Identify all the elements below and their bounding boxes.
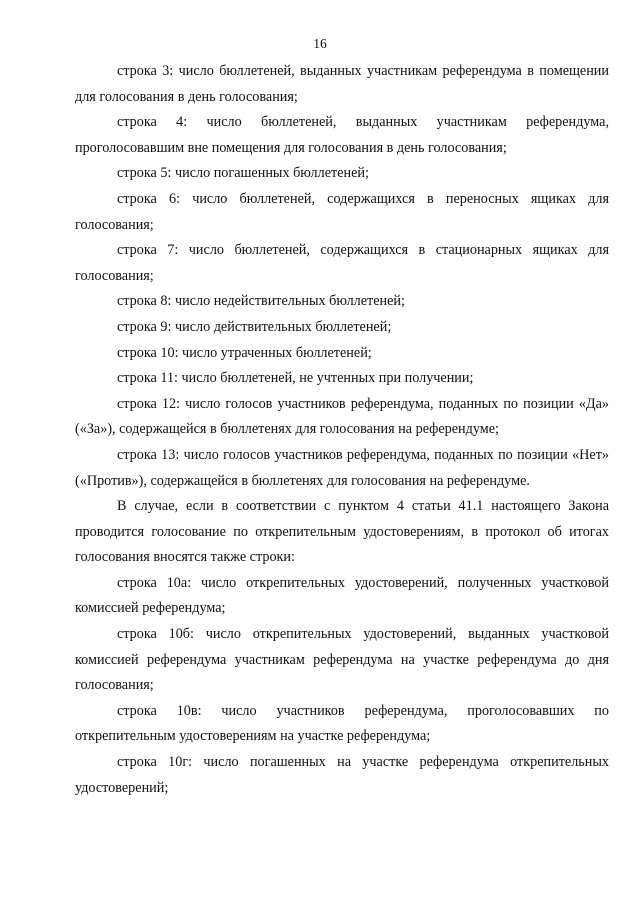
paragraph-absentee-intro: В случае, если в соответствии с пунктом 4 статьи 41.1 настоящего Закона проводится голосование по открепительным удостоверениям, в протокол об итогах голосования вносятся также строки:	[75, 498, 609, 566]
paragraph-line-10v: строка 10в: число участников референдума, проголосовавших по открепительным удостоверениям на участке референдума;	[75, 702, 609, 745]
paragraph-line-12: строка 12: число голосов участников референдума, поданных по позиции «Да» («За»), содержащейся в бюллетенях для голосования на референдуме;	[75, 395, 609, 438]
paragraph-line-9: строка 9: число действительных бюллетеней;	[117, 318, 392, 335]
document-body	[75, 59, 609, 801]
paragraph-line-10a: строка 10а: число открепительных удостоверений, полученных участковой комиссией референдума;	[75, 574, 609, 617]
paragraph-line-3: строка 3: число бюллетеней, выданных участникам референдума в помещении для голосования в день голосования;	[75, 63, 609, 105]
paragraph-line-5: строка 5: число погашенных бюллетеней;	[117, 165, 369, 182]
paragraph-line-10b: строка 10б: число открепительных удостоверений, выданных участковой комиссией референдума участникам референдума на участке референдума до дня голосования;	[75, 626, 609, 694]
paragraph-line-7: строка 7: число бюллетеней, содержащихся в стационарных ящиках для голосования;	[75, 242, 609, 284]
paragraph-line-4: строка 4: число бюллетеней, выданных участникам референдума, проголосовавшим вне помещения для голосования в день голосования;	[75, 114, 609, 156]
paragraph-line-8: строка 8: число недействительных бюллетеней;	[117, 293, 405, 310]
paragraph-line-11: строка 11: число бюллетеней, не учтенных при получении;	[117, 370, 474, 387]
page-number: 16	[313, 36, 327, 51]
paragraph-line-13: строка 13: число голосов участников референдума, поданных по позиции «Нет» («Против»), содержащейся в бюллетенях для голосования на референдуме.	[75, 446, 609, 489]
paragraph-line-10g: строка 10г: число погашенных на участке референдума открепительных удостоверений;	[75, 754, 609, 796]
paragraph-line-10: строка 10: число утраченных бюллетеней;	[117, 344, 372, 361]
paragraph-line-6: строка 6: число бюллетеней, содержащихся в переносных ящиках для голосования;	[75, 190, 609, 233]
